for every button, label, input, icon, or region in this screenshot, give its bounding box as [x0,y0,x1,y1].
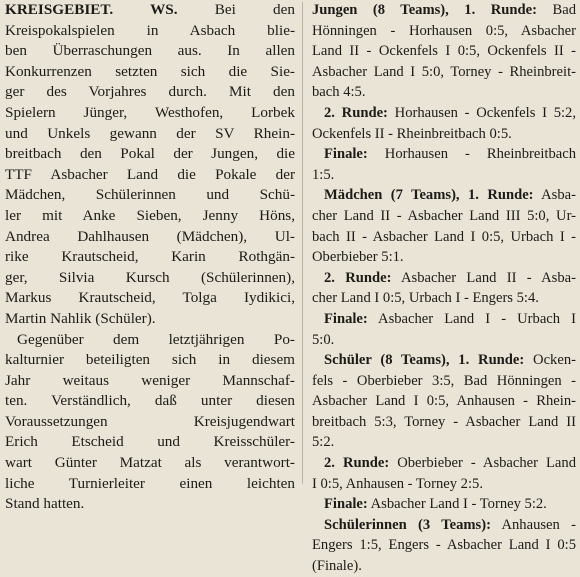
article-text-line [5,391,295,412]
results-text-line [312,247,576,268]
body-text: Martin Nahlik (Schüler). [5,309,156,327]
bold-heading-text: 2. Runde: [324,104,388,121]
body-text: Ocken- [524,352,576,369]
body-text: ten. Verständlich, daß unter diesen [5,392,295,410]
results-text-line [312,124,576,145]
body-text: Bad [536,2,576,18]
article-text-line [5,474,295,495]
body-text: Oberbieber - Asbacher Land [389,455,576,472]
results-text-line [312,103,576,124]
article-text-line [5,453,295,474]
body-text: bach 4:5. [312,84,366,101]
results-right-column [312,0,577,575]
body-text: und Unkels gewann der SV Rhein- [5,124,295,142]
results-text-line [312,515,576,536]
bold-heading-text: 2. Runde: [324,269,392,286]
bold-heading-text: KREISGEBIET. WS. [5,1,178,18]
body-text: Andrea Dahlhausen (Mädchen), Ul- [5,227,295,245]
article-text-line [5,432,295,453]
article-text-line [5,62,295,83]
body-text: Horhausen - Ockenfels I 5:2, [387,104,577,121]
results-text-line [312,21,576,42]
body-text: Horhausen - Rheinbreitbach [367,146,576,163]
results-text-line [312,82,576,103]
body-text: Erich Etscheid und Kreisschüler- [5,433,295,451]
article-text-line [5,330,295,351]
body-text: wart Günter Matzat als verantwort- [5,454,295,472]
results-text-line [312,288,576,309]
body-text: cher Land II - Asbacher Land III 5:0, Ur- [312,207,576,224]
body-text: Konkurrenzen setzten sich die Sie- [5,62,295,80]
article-text-line [5,41,295,62]
article-left-column [5,0,295,513]
article-text-line [5,288,295,309]
body-text: (Finale). [312,558,362,575]
results-text-line [312,474,576,495]
body-text: Mädchen, Schülerinnen und Schü- [5,186,295,204]
body-text: ben Überraschungen aus. In allen [5,42,295,60]
results-text-line [312,494,576,515]
body-text: Hönningen - Horhausen 0:5, Asbacher [312,22,576,39]
body-text: bach II - Asbacher Land I 0:5, Urbach I - [312,228,576,245]
results-text-line [312,268,576,289]
body-text: ler mit Anke Sieben, Jenny Höns, [5,206,295,224]
body-text: breitbach den Pokal der Jungen, die [5,145,295,163]
article-text-line [5,247,295,268]
results-text-line [312,391,576,412]
results-text-line [312,41,576,62]
results-text-line [312,556,576,577]
article-text-line [5,412,295,433]
bold-heading-text: Mädchen (7 Teams), 1. Runde: [324,187,534,204]
body-text: rike Krautscheid, Karin Rothgän- [5,248,295,266]
body-text: kalturnier beteiligten sich in diesem [5,351,295,369]
results-text-line [312,432,576,453]
article-text-line [5,494,295,515]
body-text: breitbach 5:3, Torney - Asbacher Land II [312,413,576,430]
article-text-line [5,185,295,206]
body-text: Voraussetzungen Kreisjugendwart [5,412,295,430]
results-text-line [312,350,576,371]
results-text-line [312,535,576,556]
body-text: Ockenfels II - Rheinbreitbach 0:5. [312,125,512,142]
results-text-line [312,227,576,248]
bold-heading-text: Finale: [324,496,368,513]
article-text-line [5,82,295,103]
article-text-line [5,206,295,227]
body-text: I 0:5, Anhausen - Torney 2:5. [312,475,483,492]
body-text: Asbacher Land I 0:5, Anhausen - Rhein- [312,393,576,410]
results-text-line [312,371,576,392]
article-text-line [5,21,295,42]
body-text: Kreispokalspielen in Asbach blie- [5,21,295,39]
body-text: ger, Silvia Kursch (Schülerinnen), [5,268,295,286]
article-text-line [5,309,295,330]
results-text-line [312,165,576,186]
body-text: Asbacher Land I 5:0, Torney - Rheinbreit- [312,63,576,80]
body-text: Asbacher Land I - Urbach I [367,310,576,327]
body-text: Anhausen - [490,516,576,533]
article-text-line [5,350,295,371]
body-text: Markus Krautscheid, Tolga Iydikici, [5,289,295,307]
article-text-line [5,144,295,165]
body-text: cher Land I 0:5, Urbach I - Engers 5:4. [312,290,539,307]
body-text: Asbacher Land I - Torney 5:2. [367,496,547,513]
bold-heading-text: Finale: [324,146,368,163]
body-text: Bei den [177,1,295,18]
article-text-line [5,165,295,186]
body-text: Land II - Ockenfels I 0:5, Ockenfels II - [312,43,576,60]
results-text-line [312,62,576,83]
article-text-line [5,268,295,289]
results-text-line [312,330,576,351]
results-text-line [312,453,576,474]
article-text-line [5,124,295,145]
body-text: Oberbieber 5:1. [312,249,404,266]
body-text: Engers 1:5, Engers - Asbacher Land I 0:5 [312,537,576,554]
results-text-line [312,144,576,165]
body-text: Spielern Jünger, Westhofen, Lorbek [5,103,295,121]
article-text-line [5,0,295,21]
body-text: 1:5. [312,166,335,183]
body-text: fels - Oberbieber 3:5, Bad Hönningen - [312,372,576,389]
results-text-line [312,309,576,330]
bold-heading-text: Schülerinnen (3 Teams): [324,516,491,533]
article-text-line [5,371,295,392]
bold-heading-text: Schüler (8 Teams), 1. Runde: [324,352,525,369]
results-text-line [312,412,576,433]
body-text: ger des Vorjahres durch. Mit den [5,83,295,101]
bold-heading-text: Jungen (8 Teams), 1. Runde: [312,2,537,18]
results-text-line [312,185,576,206]
column-divider [302,2,303,484]
body-text: TTF Asbacher Land die Pokale der [5,165,295,183]
bold-heading-text: Finale: [324,310,368,327]
body-text: Asba- [533,187,576,204]
body-text: liche Turnierleiter einen leichten [5,474,295,492]
body-text: Gegenüber dem letztjährigen Po- [17,330,295,348]
results-text-line [312,206,576,227]
article-text-line [5,103,295,124]
article-text-line [5,227,295,248]
body-text: 5:0. [312,331,335,348]
body-text: 5:2. [312,434,335,451]
results-text-line [312,0,576,21]
body-text: Stand hatten. [5,495,85,513]
body-text: Jahr weitaus weniger Mannschaf- [5,371,295,389]
bold-heading-text: 2. Runde: [324,455,390,472]
body-text: Asbacher Land II - Asba- [391,269,576,286]
